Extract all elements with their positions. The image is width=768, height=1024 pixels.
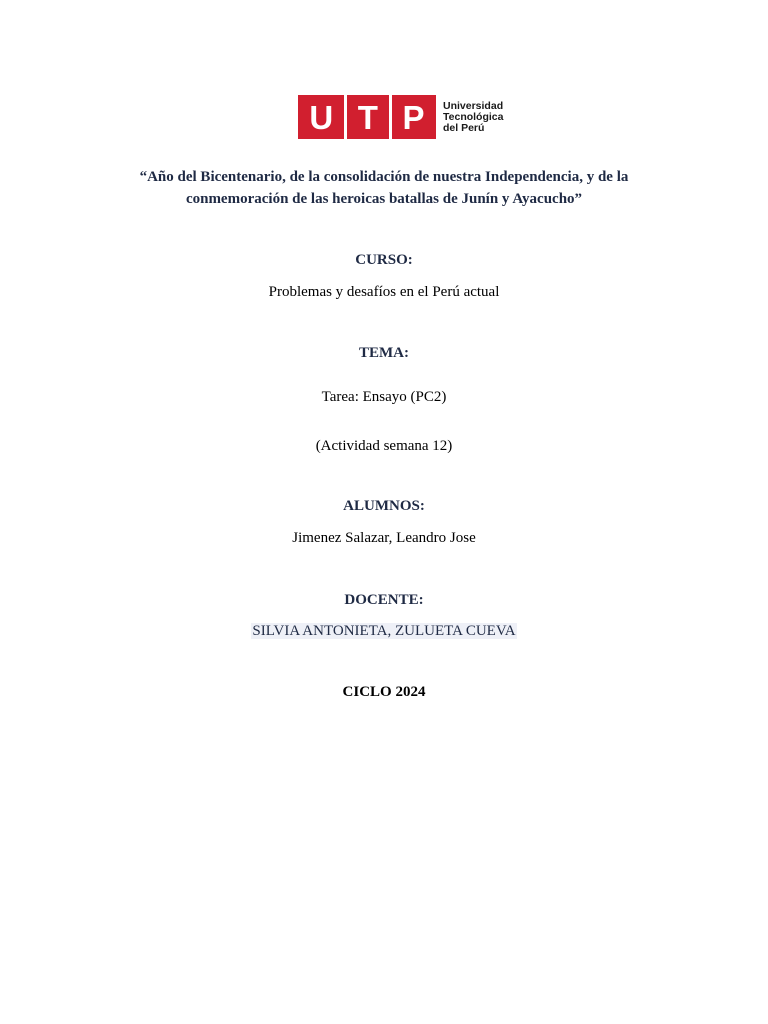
logo-line-2: Tecnológica: [443, 110, 504, 123]
tema-activity: (Actividad semana 12): [315, 438, 453, 454]
logo-separator: [344, 95, 347, 139]
logo-line-1: Universidad: [443, 99, 504, 112]
logo-red-block: [298, 95, 436, 139]
alumnos-label: ALUMNOS:: [343, 498, 425, 514]
docente-name-text: SILVIA ANTONIETA, ZULUETA CUEVA: [252, 623, 516, 639]
logo-line-3: del Perú: [443, 121, 485, 134]
tema-label: TEMA:: [359, 345, 409, 361]
curso-value: Problemas y desafíos en el Perú actual: [268, 284, 500, 300]
motto-line-1: “Año del Bicentenario, de la consolidación de nuestra Independencia, y de la: [139, 169, 629, 185]
curso-label: CURSO:: [355, 252, 413, 268]
logo-letter-u: U: [309, 98, 334, 136]
logo-university-name: [443, 101, 503, 134]
docente-value: [0, 620, 768, 642]
alumnos-value: Jimenez Salazar, Leandro Jose: [292, 530, 476, 546]
logo-separator: [389, 95, 392, 139]
logo-letter-t: T: [357, 98, 378, 136]
motto-line-2: conmemoración de las heroicas batallas de Junín y Ayacucho”: [185, 191, 583, 207]
utp-logo: [298, 95, 503, 139]
logo-letter-p: P: [402, 98, 425, 136]
docente-label: DOCENTE:: [344, 592, 424, 608]
tema-value: Tarea: Ensayo (PC2): [321, 389, 447, 405]
ciclo-label: CICLO 2024: [342, 684, 426, 700]
